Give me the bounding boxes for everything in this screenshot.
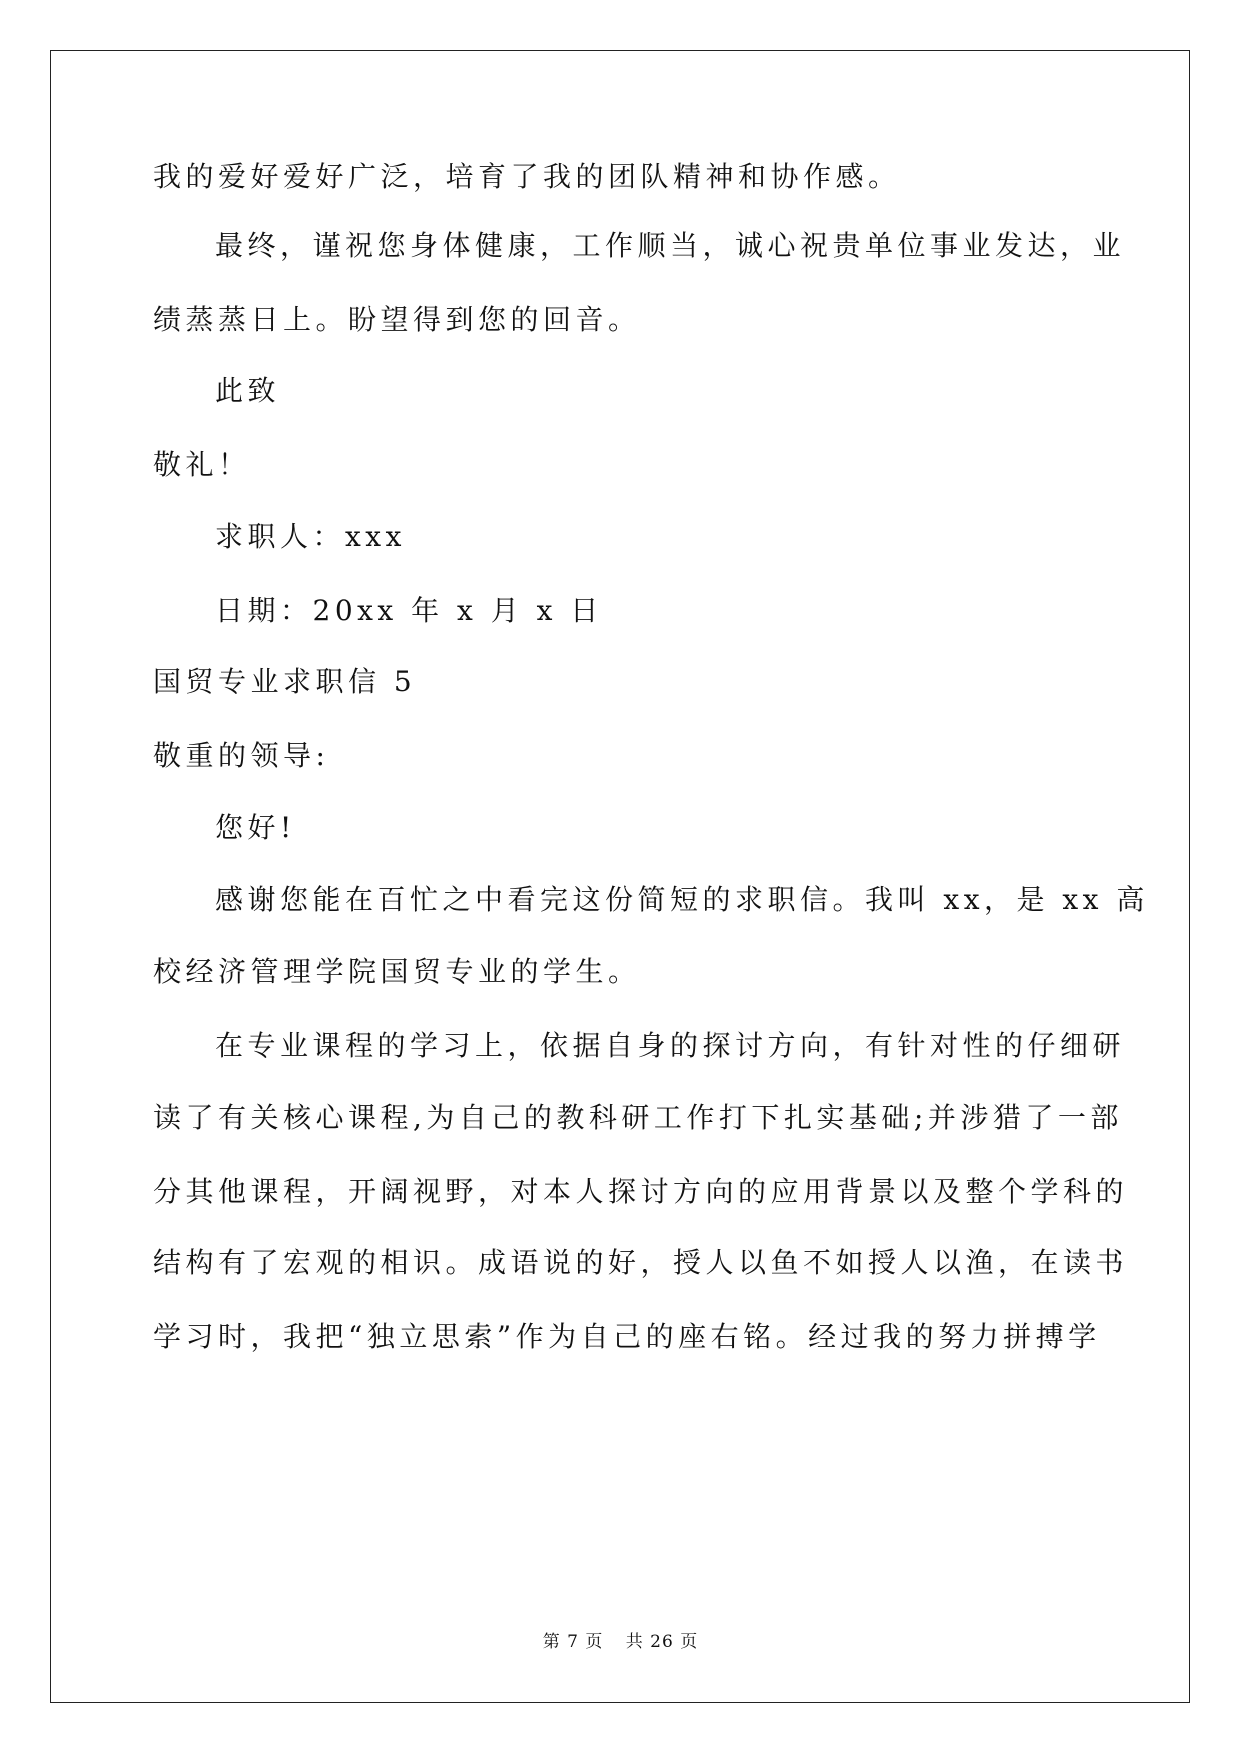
greeting: 敬重的领导: — [153, 739, 330, 772]
body-line: 感谢您能在百忙之中看完这份简短的求职信。我叫 xx，是 xx 高 — [215, 883, 1149, 916]
section-heading: 国贸专业求职信 5 — [153, 665, 417, 698]
page-footer — [0, 1630, 1241, 1654]
closing-regards: 敬礼！ — [153, 448, 251, 481]
page-border — [50, 50, 1190, 1703]
body-line: 校经济管理学院国贸专业的学生。 — [153, 955, 641, 988]
body-line: 分其他课程，开阔视野，对本人探讨方向的应用背景以及整个学科的 — [153, 1175, 1129, 1208]
page-total: 共 26 页 — [625, 1632, 699, 1652]
greeting-line: 您好! — [215, 811, 296, 844]
page-number: 第 7 页 — [542, 1632, 604, 1652]
body-line: 读了有关核心课程,为自己的教科研工作打下扎实基础;并涉猎了一部 — [153, 1101, 1123, 1134]
body-line: 我的爱好爱好广泛，培育了我的团队精神和协作感。 — [153, 160, 901, 193]
body-line: 学习时，我把“独立思索”作为自己的座右铭。经过我的努力拼搏学 — [153, 1320, 1101, 1353]
closing-salutation: 此致 — [215, 374, 281, 407]
body-line: 绩蒸蒸日上。盼望得到您的回音。 — [153, 303, 641, 336]
applicant-name: 求职人：xxx — [215, 520, 406, 553]
body-line: 在专业课程的学习上，依据自身的探讨方向，有针对性的仔细研 — [215, 1029, 1126, 1062]
body-line: 结构有了宏观的相识。成语说的好，授人以鱼不如授人以渔，在读书 — [153, 1246, 1129, 1279]
body-line: 最终，谨祝您身体健康，工作顺当，诚心祝贵单位事业发达，业 — [215, 229, 1126, 262]
letter-date: 日期：20xx 年 x 月 x 日 — [215, 594, 603, 627]
